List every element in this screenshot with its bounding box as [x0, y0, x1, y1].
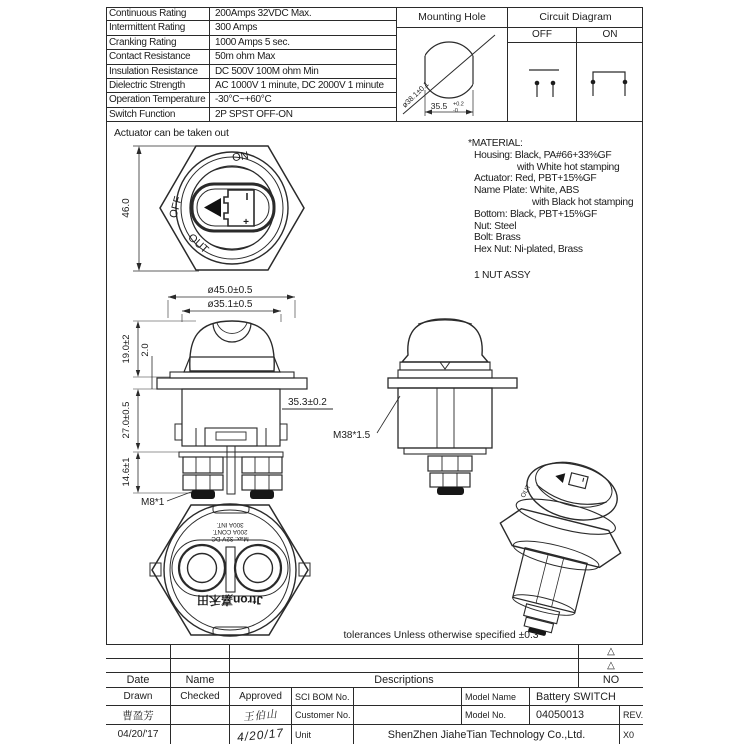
- material-line: Actuator: Red, PBT+15%GF: [474, 173, 597, 185]
- table-row: [106, 79, 396, 93]
- rev-label: REV.: [623, 710, 643, 720]
- model-name-label: Model Name: [462, 688, 530, 705]
- approved-label: Approved: [230, 688, 292, 705]
- rating-text-line3: 300A INT.: [216, 521, 244, 528]
- model-name-value: Battery SWITCH: [536, 690, 616, 703]
- company-name: ShenZhen JiaheTian Technology Co.,Ltd.: [354, 725, 620, 744]
- spec-value: 200Amps 32VDC Max.: [215, 8, 312, 19]
- rating-text-line1: Max. 32V DC: [211, 535, 249, 542]
- material-line: Name Plate: White, ABS: [474, 185, 579, 197]
- material-line: with Black hot stamping: [532, 196, 634, 208]
- checked-label: Checked: [171, 688, 230, 705]
- table-row: [106, 36, 396, 50]
- circuit-off-header: OFF: [508, 28, 577, 42]
- mounting-hole-panel: [397, 7, 508, 122]
- material-line: Bottom: Black, PBT+15%GF: [474, 208, 597, 220]
- customer-no-value: [354, 706, 462, 724]
- circuit-diagram-title: Circuit Diagram: [508, 7, 643, 28]
- hole-diameter-label: ø38.1±0.1: [400, 79, 431, 110]
- table-row: [106, 21, 396, 35]
- rating-text-line2: 200A CONT.: [212, 528, 248, 535]
- title-block: [106, 644, 643, 744]
- dim-body-width: 35.3±0.2: [288, 397, 327, 408]
- circuit-on-header: ON: [602, 29, 618, 40]
- top-view-off-label: OFF: [167, 195, 185, 220]
- revision-triangle-icon: △: [607, 645, 615, 657]
- table-row: [106, 108, 396, 121]
- spec-label: Insulation Resistance: [106, 65, 210, 78]
- front-view-drawing: [121, 285, 333, 508]
- checked-name: [171, 706, 230, 724]
- signature-date-text: 4/20/17: [236, 725, 285, 744]
- dim-body-height: 27.0±0.5: [121, 401, 132, 439]
- dim-plate-height: 2.0: [140, 343, 151, 357]
- labels-row: [106, 688, 643, 706]
- drawing-views: [106, 122, 643, 644]
- unit-label: Unit: [292, 725, 354, 744]
- table-row: [106, 7, 396, 21]
- side-view-drawing: [333, 319, 517, 495]
- iso-out-label: OUT: [519, 483, 533, 500]
- name-header: Name: [171, 673, 230, 687]
- material-line: Housing: Black, PA#66+33%GF: [474, 149, 612, 161]
- tolerance-note: tolerances Unless otherwise specified ±0.3: [343, 630, 539, 641]
- material-line: *MATERIAL:: [468, 138, 523, 149]
- circuit-diagram-panel: [508, 7, 643, 122]
- top-view-drawing: [121, 146, 304, 271]
- mounting-hole-title: Mounting Hole: [397, 7, 507, 28]
- dim-cap-height: 19.0±2: [121, 334, 132, 364]
- spec-value: 1000 Amps 5 sec.: [215, 36, 290, 48]
- drawn-label: Drawn: [106, 688, 171, 705]
- top-view-height-dim: 46.0: [121, 198, 132, 218]
- approved-date: [230, 725, 292, 744]
- spec-label: Intermittent Rating: [106, 21, 210, 34]
- sci-bom-label: SCI BOM No.: [292, 688, 354, 705]
- top-view-on-label: ON: [231, 149, 250, 165]
- spec-value: 300 Amps: [215, 22, 258, 34]
- drawn-name: 曹盈芳: [106, 706, 171, 724]
- hole-tol-minus: -0: [453, 108, 458, 114]
- no-header: NO: [602, 674, 620, 686]
- hole-tol-plus: +0.2: [453, 101, 464, 108]
- nut-assy-note: 1 NUT ASSY: [474, 269, 531, 281]
- date-header: Date: [106, 673, 171, 687]
- hole-width-value: 35.5: [430, 101, 448, 111]
- material-line: Nut: Steel: [474, 220, 517, 232]
- circuit-on-symbol: [577, 43, 643, 121]
- brand-text: Jtron嘉禾田: [196, 593, 264, 607]
- actuator-note: Actuator can be taken out: [114, 127, 229, 139]
- spec-value: -30°C~+60°C: [215, 94, 272, 106]
- model-no-label: Model No.: [462, 706, 530, 724]
- spec-value: 2P SPST OFF-ON: [215, 108, 293, 120]
- spec-value: 50m ohm Max: [215, 51, 276, 63]
- spec-label: Continuous Rating: [106, 7, 210, 20]
- dim-inner-dia: ø35.1±0.5: [207, 299, 253, 310]
- sci-bom-value: [354, 688, 462, 705]
- header-row: [106, 673, 643, 688]
- checked-date: [171, 725, 230, 744]
- table-row: [106, 65, 396, 79]
- spec-label: Operation Temperature: [106, 93, 210, 106]
- spec-label: Cranking Rating: [106, 36, 210, 49]
- table-row: [106, 50, 396, 64]
- rev-value: X0: [623, 729, 635, 740]
- customer-no-label: Customer No.: [292, 706, 354, 724]
- top-view-out-label: OUT: [185, 231, 211, 257]
- spec-label: Switch Function: [106, 108, 210, 121]
- dates-row: [106, 725, 643, 744]
- spec-table: [106, 7, 397, 122]
- bottom-view-drawing: [150, 504, 310, 636]
- revision-row: [106, 645, 643, 659]
- circuit-off-symbol: [508, 43, 577, 121]
- bolt-thread-label: M8*1: [141, 497, 165, 508]
- approved-signature: [230, 706, 292, 724]
- material-line: Bolt: Brass: [474, 232, 521, 244]
- revision-triangle-icon: △: [607, 659, 615, 671]
- descriptions-header: Descriptions: [230, 673, 579, 687]
- material-line: with White hot stamping: [517, 161, 620, 173]
- iso-view-drawing: [476, 449, 639, 644]
- names-row: [106, 706, 643, 725]
- model-no-value: 04050013: [530, 706, 620, 724]
- drawn-date: 04/20/'17: [106, 725, 171, 744]
- spec-value: DC 500V 100M ohm Min: [215, 65, 319, 77]
- dim-outer-dia: ø45.0±0.5: [207, 285, 253, 296]
- spec-label: Contact Resistance: [106, 50, 210, 63]
- dim-bolt-height: 14.6±1: [121, 457, 132, 487]
- material-line: Hex Nut: Ni-plated, Brass: [474, 244, 583, 256]
- table-row: [106, 93, 396, 107]
- mounting-hole-drawing: [397, 28, 506, 120]
- thread-spec-label: M38*1.5: [333, 430, 371, 441]
- battery-plus-mark: +: [243, 217, 249, 228]
- signature-text: 王伯山: [242, 707, 279, 724]
- spec-label: Dielectric Strength: [106, 79, 210, 92]
- revision-row: [106, 659, 643, 673]
- spec-value: AC 1000V 1 minute, DC 2000V 1 minute: [215, 79, 384, 91]
